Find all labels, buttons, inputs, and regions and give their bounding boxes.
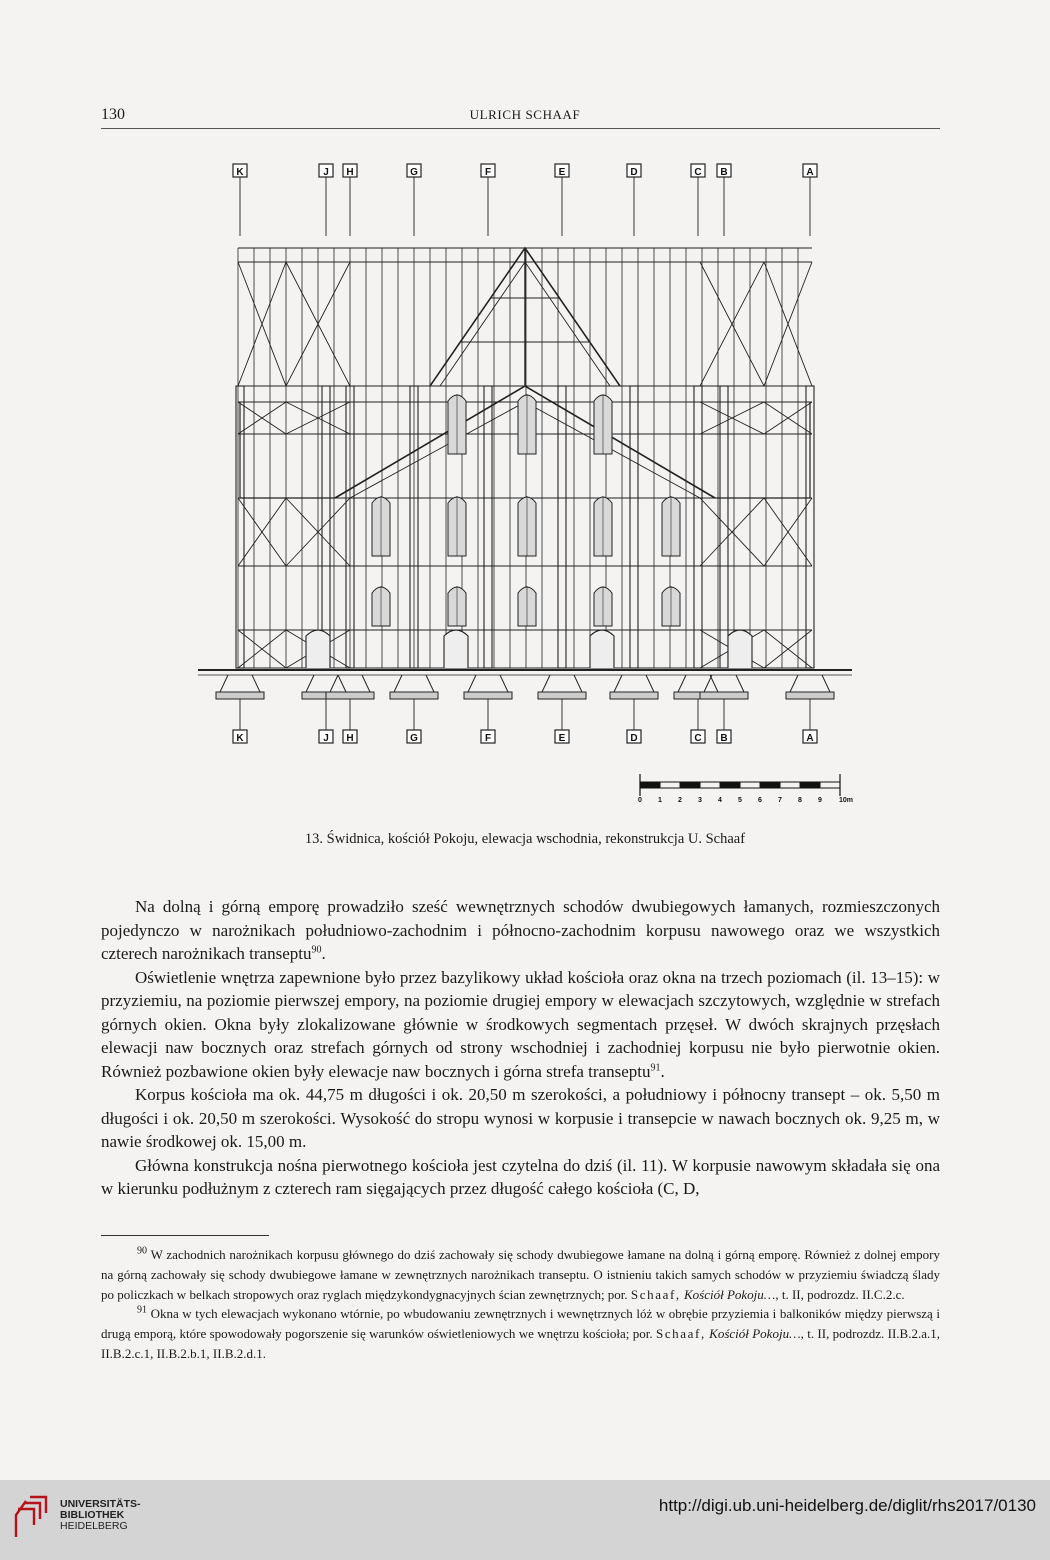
scale-tick-1: 1 — [658, 797, 662, 804]
scale-segment-2 — [680, 782, 700, 788]
scale-segment-9 — [820, 782, 840, 788]
axis-label-bottom-K: K — [236, 733, 244, 744]
scale-tick-7: 7 — [778, 797, 782, 804]
scale-segment-7 — [780, 782, 800, 788]
scale-tick-3: 3 — [698, 797, 702, 804]
scale-tick-2: 2 — [678, 797, 682, 804]
axis-label-bottom-F: F — [484, 733, 492, 744]
scale-tick-5: 5 — [738, 797, 742, 804]
scale-segment-1 — [660, 782, 680, 788]
footnotes — [101, 1245, 940, 1364]
scale-tick-10: 10m — [838, 797, 854, 804]
axis-label-top-J: J — [323, 167, 329, 178]
axis-label-top-C: C — [694, 167, 702, 178]
scale-segment-4 — [720, 782, 740, 788]
library-logo-icon — [12, 1493, 52, 1541]
elevation-drawing — [190, 156, 860, 806]
timber-frame — [198, 248, 852, 699]
scale-segment-8 — [800, 782, 820, 788]
axis-label-bottom-G: G — [410, 733, 418, 744]
axis-labels-bottom — [233, 696, 817, 744]
axis-label-bottom-D: D — [630, 733, 638, 744]
scale-segment-6 — [760, 782, 780, 788]
axis-label-top-D: D — [630, 167, 638, 178]
footnote-ref-90[interactable]: 90 — [311, 944, 322, 956]
library-name: UNIVERSITÄTS- BIBLIOTHEK HEIDELBERG — [60, 1498, 141, 1532]
footnote-ref-91[interactable]: 91 — [650, 1061, 661, 1073]
running-head-author: ULRICH SCHAAF — [469, 107, 581, 122]
axis-label-top-E: E — [558, 167, 566, 178]
axis-labels-top — [233, 164, 817, 236]
footer-bar — [0, 1480, 1050, 1560]
axis-label-top-B: B — [720, 167, 728, 178]
scale-tick-9: 9 — [818, 797, 822, 804]
scale-tick-0: 0 — [638, 797, 642, 804]
paragraph-3: Korpus kościoła ma ok. 44,75 m długości i ok. 20,50 m szerokości, a południowy i północny transept – ok. 5,50 m długości i ok. 20,50 m szerokości. Wysokość do stropu wynosi w korpusie i transepcie w nawach bocznych ok. 9,25 m, w nawie środkowej ok. 15,00 m. — [101, 1085, 940, 1151]
axis-label-bottom-C: C — [694, 733, 702, 744]
scale-tick-6: 6 — [758, 797, 762, 804]
axis-label-bottom-H: H — [346, 733, 354, 744]
figure-caption: 13. Świdnica, kościół Pokoju, elewacja wschodnia, rekonstrukcja U. Schaaf — [304, 831, 746, 847]
axis-label-bottom-J: J — [323, 733, 329, 744]
axis-label-bottom-B: B — [720, 733, 728, 744]
footnote-91: $^{91}$ Okna w tych elewacjach wykonano wtórnie, po wbudowaniu zewnętrznych i wewnętrznych lóż w obrębie przyziemia i balkoników między pierwszą i drugą emporą, które spowodowały pogorszenie się warunków oświetleniowych we wnętrzu kościoła; por. Schaaf, Kościół Pokoju…, t. II, podrozdz. II.B.2.a.1, II.B.2.c.1, II.B.2.b.1, II.B.2.d.1. — [101, 1305, 941, 1361]
axis-label-top-F: F — [484, 167, 492, 178]
scale-segment-0 — [640, 782, 660, 788]
paragraph-4: Główna konstrukcja nośna pierwotnego kościoła jest czytelna do dziś (il. 11). W korpusie nawowym składała się ona w kierunku podłużnym z czterech ram sięgających przez długość całego kościoła (C, D, — [101, 1155, 940, 1198]
axis-label-bottom-E: E — [558, 733, 566, 744]
axis-label-top-G: G — [410, 167, 418, 178]
axis-label-top-A: A — [806, 167, 814, 178]
footnote-rule — [101, 1235, 269, 1236]
paragraph-2: Oświetlenie wnętrza zapewnione było przez bazylikowy układ kościoła oraz okna na trzech poziomach (il. 13–15): w przyziemiu, na poziomie pierwszej empory, na poziomie drugiej empory w elewacjach szczytowych, względnie w strefach górnych okien. Okna były zlokalizowane głównie w środkowych segmentach przęseł. W dwóch skrajnych przęsłach elewacji naw bocznych oraz strefach górnych od strony wschodniej i zachodniej korpusu nie było pierwotnie okien. Również pozbawione okien były elewacje naw bocznych i górna strefa transeptu$^{91}$. — [101, 967, 940, 1081]
scale-tick-4: 4 — [718, 797, 722, 804]
axis-label-top-H: H — [346, 167, 354, 178]
scale-segment-3 — [700, 782, 720, 788]
scale-bar — [638, 774, 853, 804]
header-rule — [101, 128, 940, 129]
footnote-90: $^{90}$ W zachodnich narożnikach korpusu głównego do dziś zachowały się schody dwubiegowe łamane na dolną i górną emporę. Również z dolnej empory na górną zachowały się schody dwubiegowe łamane w zewnętrznych narożnikach transeptu. O istnieniu takich samych schodów w przyziemiu świadczą ślady po policzkach w belkach stropowych oraz ryglach międzykondygnacyjnych ścian zewnętrznych; por. Schaaf, Kościół Pokoju…, t. II, podrozdz. II.C.2.c. — [101, 1245, 940, 1302]
page-number: 130 — [101, 106, 125, 123]
axis-label-top-K: K — [236, 167, 244, 178]
scale-tick-8: 8 — [798, 797, 802, 804]
scale-segment-5 — [740, 782, 760, 788]
axis-label-bottom-A: A — [806, 733, 814, 744]
footer-url-link[interactable]: http://digi.ub.uni-heidelberg.de/diglit/rhs2017/0130 — [658, 1496, 1036, 1515]
paragraph-1: Na dolną i górną emporę prowadziło sześć wewnętrznych schodów dwubiegowych łamanych, rozmieszczonych pojedynczo w narożnikach południowo-zachodnim i północno-zachodnim korpusu nawowego oraz we wszystkich czterech narożnikach transeptu$^{90}$. — [101, 897, 940, 963]
body-text — [101, 895, 940, 1201]
